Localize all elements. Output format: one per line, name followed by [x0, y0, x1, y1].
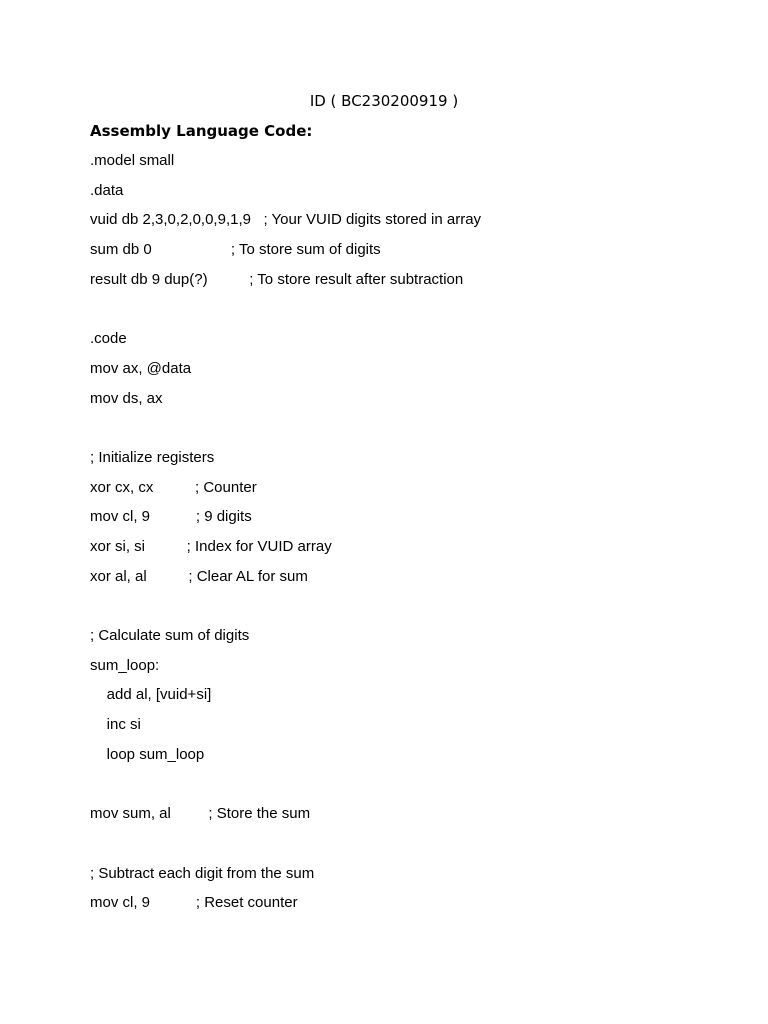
code-line: mov cl, 9 ; 9 digits	[90, 508, 252, 526]
code-line: ; Initialize registers	[90, 448, 215, 466]
code-line	[90, 299, 710, 329]
code-line: vuid db 2,3,0,2,0,0,9,1,9 ; Your VUID digits stored in array	[90, 211, 482, 229]
code-line: .model small	[90, 152, 175, 169]
code-line	[90, 834, 710, 864]
code-line: xor si, si ; Index for VUID array	[90, 537, 332, 555]
code-line: xor cx, cx ; Counter	[90, 478, 257, 496]
code-line: mov ax, @data	[90, 359, 192, 377]
code-line: xor al, al ; Clear AL for sum	[90, 567, 308, 585]
code-line: add al, [vuid+si]	[90, 686, 212, 704]
code-line: mov cl, 9 ; Reset counter	[90, 894, 298, 912]
code-line: inc si	[90, 716, 141, 734]
code-block	[90, 151, 710, 923]
code-line	[90, 774, 710, 804]
code-line	[90, 596, 710, 626]
code-line: .code	[90, 330, 127, 348]
section-heading: Assembly Language Code:	[90, 122, 313, 140]
code-line: result db 9 dup(?) ; To store result after subtraction	[90, 270, 464, 288]
code-line: mov sum, al ; Store the sum	[90, 805, 311, 823]
code-line: ; Subtract each digit from the sum	[90, 864, 315, 882]
code-line: sum_loop:	[90, 656, 160, 674]
code-line: ; Calculate sum of digits	[90, 627, 250, 644]
code-line: .data	[90, 181, 124, 199]
code-line	[90, 418, 710, 448]
code-line: loop sum_loop	[90, 745, 205, 763]
document-id: ID ( BC230200919 )	[309, 92, 459, 110]
code-line: mov ds, ax	[90, 389, 163, 407]
code-line: sum db 0 ; To store sum of digits	[90, 241, 381, 259]
